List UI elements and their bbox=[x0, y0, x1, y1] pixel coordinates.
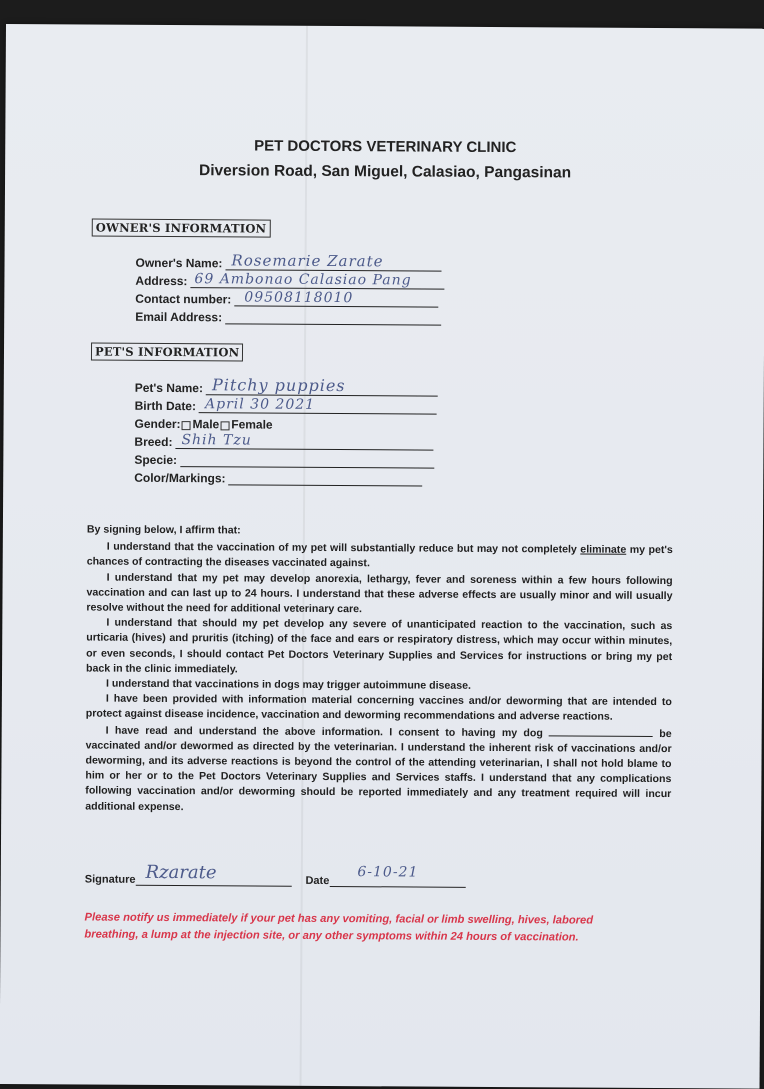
male-checkbox[interactable] bbox=[182, 421, 191, 430]
owner-contact-value: 09508118010 bbox=[244, 289, 354, 307]
owner-name-value: Rosemarie Zarate bbox=[231, 251, 384, 271]
owner-address-label: Address: bbox=[135, 273, 188, 289]
owner-contact-label: Contact number: bbox=[135, 291, 232, 307]
signature-row bbox=[84, 861, 466, 887]
pet-color-line[interactable] bbox=[229, 470, 423, 486]
pet-color-field bbox=[134, 467, 437, 487]
consent-p1-end: my pet's chances of contracting the diseases vaccinated against. bbox=[86, 544, 673, 570]
consent-form-page bbox=[0, 24, 764, 1089]
consent-paragraph-4: I understand that vaccinations in dogs may trigger autoimmune disease. bbox=[105, 677, 471, 692]
consent-p6-end: be vaccinated and/or dewormed as directed by the veterinarian. I understand the inherent risk of vaccinations and/or deworming, and its adverse reactions is beyond the control of the attending veterinarian, I shall not hold blame to him or her or to the Pet Doctors Veterinary Supplies and Services staffs. I understand that any complications following vaccination and/or deworming should be reported immediately and any treatment required will incur additional expense. bbox=[85, 727, 672, 813]
consent-text bbox=[85, 523, 673, 818]
owner-address-line[interactable] bbox=[190, 273, 444, 290]
signature-line[interactable] bbox=[135, 861, 291, 887]
pet-breed-label: Breed: bbox=[134, 434, 173, 450]
pet-fields bbox=[134, 377, 438, 487]
consent-paragraph-1 bbox=[87, 540, 673, 574]
pet-name-label: Pet's Name: bbox=[134, 380, 204, 396]
owner-name-field bbox=[136, 252, 445, 272]
date-line[interactable] bbox=[329, 864, 465, 888]
pet-name-field bbox=[135, 377, 438, 397]
date-value: 6-10-21 bbox=[357, 864, 419, 881]
consent-paragraph-2: I understand that my pet may develop anorexia, lethargy, fever and soreness within a few hours following vaccination and can last up to 24 hours. I understand that these adverse effects are usually minor and will usually resolve without the need for additional veterinary care. bbox=[86, 571, 673, 616]
pet-birthdate-label: Birth Date: bbox=[134, 398, 197, 414]
owner-contact-line[interactable] bbox=[234, 291, 438, 307]
pet-section-title: PET'S INFORMATION bbox=[91, 343, 243, 362]
date-label: Date bbox=[305, 874, 330, 887]
owner-section-title: OWNER'S INFORMATION bbox=[92, 219, 271, 238]
consent-paragraph-3: I understand that should my pet develop any severe of unanticipated reaction to the vaccination, such as urticaria (hives) and pruritis (itching) of the face and ears or respiratory distress, which may occur within minutes, or even seconds, I should contact Pet Doctors Veterinary Supplies and Services for instructions or bring my pet back in the clinic immediately. bbox=[86, 616, 673, 676]
female-checkbox[interactable] bbox=[220, 421, 229, 430]
pet-birthdate-field bbox=[135, 395, 438, 415]
consent-p6-start: I have read and understand the above information. I consent to having my dog bbox=[105, 724, 543, 739]
pet-specie-line[interactable] bbox=[180, 452, 434, 469]
pet-birthdate-line[interactable] bbox=[199, 398, 437, 414]
female-label: Female bbox=[231, 417, 273, 432]
pet-color-label: Color/Markings: bbox=[134, 470, 226, 486]
pet-birthdate-value: April 30 2021 bbox=[204, 396, 316, 413]
owner-email-field bbox=[135, 306, 444, 326]
owner-email-line[interactable] bbox=[225, 309, 441, 325]
owner-fields bbox=[135, 252, 444, 326]
consent-paragraph-6 bbox=[85, 722, 672, 818]
consent-p1-underlined: eliminate bbox=[580, 543, 627, 557]
owner-name-line[interactable] bbox=[225, 251, 441, 271]
pet-specie-label: Specie: bbox=[134, 452, 178, 468]
clinic-address: Diversion Road, San Miguel, Calasiao, Pangasinan bbox=[198, 162, 572, 182]
owner-address-field bbox=[135, 270, 444, 290]
male-label: Male bbox=[192, 417, 220, 432]
consent-paragraph-5: I have been provided with information material concerning vaccines and/or deworming that are intended to protect against disease incidence, vaccination and deworming recommendations and adverse reactions. bbox=[85, 692, 672, 724]
pet-breed-value: Shih Tzu bbox=[181, 432, 252, 449]
warning-note: Please notify us immediately if your pet has any vomiting, facial or limb swelling, hives, labored breathing, a lump at the injection site, or any other symptoms within 24 hours of vaccination. bbox=[84, 911, 594, 944]
pet-specie-field bbox=[134, 449, 437, 469]
owner-email-label: Email Address: bbox=[135, 309, 223, 325]
pet-breed-line[interactable] bbox=[175, 434, 433, 451]
dog-name-blank[interactable] bbox=[549, 725, 653, 737]
pet-name-line[interactable] bbox=[206, 375, 438, 396]
consent-p1-start: I understand that the vaccination of my pet will substantially reduce but may not completely bbox=[106, 540, 581, 556]
owner-name-label: Owner's Name: bbox=[135, 255, 223, 271]
signature-label: Signature bbox=[84, 873, 136, 886]
pet-name-value: Pitchy puppies bbox=[211, 375, 346, 396]
clinic-name: PET DOCTORS VETERINARY CLINIC bbox=[254, 137, 517, 157]
owner-address-value: 69 Ambonao Calasiao Pang bbox=[194, 271, 412, 289]
signature-value: Rzarate bbox=[145, 861, 217, 884]
consent-lead: By signing below, I affirm that: bbox=[86, 523, 241, 537]
owner-contact-field bbox=[135, 288, 444, 308]
pet-gender-field bbox=[135, 413, 438, 433]
pet-breed-field bbox=[134, 431, 437, 451]
pet-gender-label: Gender: bbox=[134, 416, 181, 432]
